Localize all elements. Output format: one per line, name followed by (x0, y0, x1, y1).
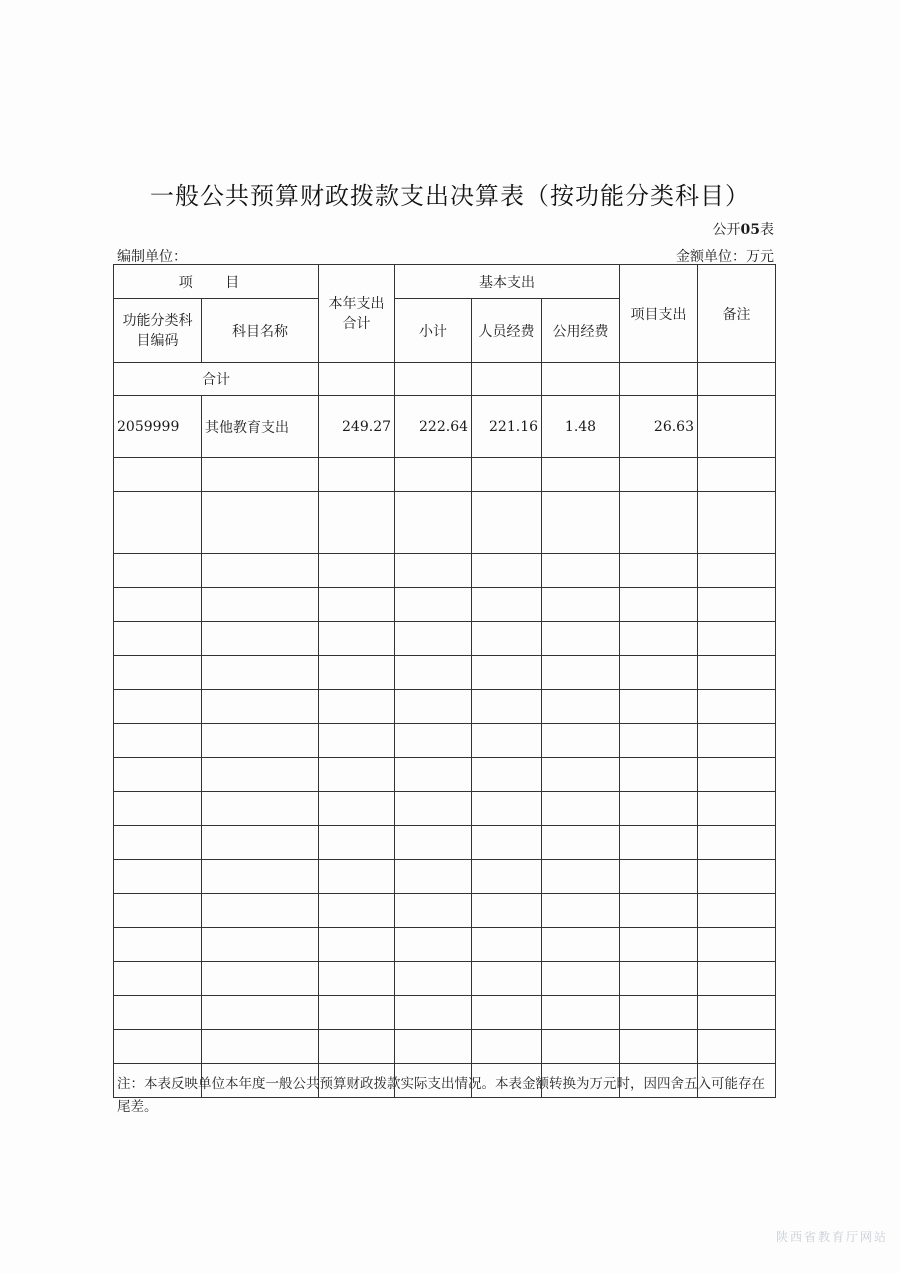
empty-cell (698, 588, 776, 622)
empty-row (114, 1030, 776, 1064)
empty-cell (472, 656, 542, 690)
empty-cell (319, 792, 395, 826)
empty-row (114, 996, 776, 1030)
empty-cell (698, 1030, 776, 1064)
empty-cell (698, 724, 776, 758)
empty-cell (542, 724, 620, 758)
header-project: 项目支出 (620, 265, 698, 363)
empty-cell (620, 962, 698, 996)
row-name: 其他教育支出 (202, 396, 319, 458)
empty-cell (542, 758, 620, 792)
empty-cell (114, 724, 202, 758)
header-code: 功能分类科目编码 (114, 299, 202, 363)
empty-cell (395, 724, 472, 758)
row-project: 26.63 (620, 396, 698, 458)
empty-cell (114, 492, 202, 554)
empty-row (114, 622, 776, 656)
empty-cell (620, 792, 698, 826)
empty-cell (395, 690, 472, 724)
empty-cell (620, 690, 698, 724)
empty-row (114, 758, 776, 792)
empty-cell (472, 588, 542, 622)
empty-cell (114, 792, 202, 826)
empty-cell (319, 894, 395, 928)
empty-cell (202, 962, 319, 996)
empty-cell (114, 996, 202, 1030)
empty-row (114, 928, 776, 962)
empty-cell (542, 962, 620, 996)
summary-label: 合计 (114, 363, 319, 396)
empty-cell (472, 622, 542, 656)
empty-cell (620, 758, 698, 792)
empty-cell (395, 860, 472, 894)
empty-cell (114, 1030, 202, 1064)
empty-cell (542, 1030, 620, 1064)
row-code: 2059999 (114, 396, 202, 458)
empty-cell (319, 1030, 395, 1064)
footnote: 注：本表反映单位本年度一般公共预算财政拨款实际支出情况。本表金额转换为万元时，因四舍五入可能存在尾差。 (117, 1076, 765, 1115)
empty-cell (620, 1030, 698, 1064)
empty-cell (114, 458, 202, 492)
empty-cell (395, 458, 472, 492)
empty-cell (698, 792, 776, 826)
empty-cell (698, 928, 776, 962)
empty-cell (202, 458, 319, 492)
empty-cell (319, 622, 395, 656)
empty-cell (395, 492, 472, 554)
empty-cell (472, 894, 542, 928)
watermark: 陕西省教育厅网站 (775, 1230, 888, 1244)
empty-cell (114, 928, 202, 962)
header-item: 项 目 (114, 265, 319, 299)
empty-cell (620, 894, 698, 928)
empty-cell (202, 758, 319, 792)
empty-cell (114, 656, 202, 690)
empty-row (114, 792, 776, 826)
empty-cell (698, 962, 776, 996)
org-label: 编制单位： (117, 249, 187, 265)
empty-cell (472, 690, 542, 724)
summary-row (114, 363, 776, 396)
row-public: 1.48 (542, 396, 620, 458)
empty-row (114, 724, 776, 758)
empty-cell (319, 492, 395, 554)
empty-cell (319, 928, 395, 962)
empty-cell (395, 792, 472, 826)
header-subtotal: 小计 (395, 299, 472, 363)
empty-cell (698, 458, 776, 492)
empty-cell (319, 588, 395, 622)
empty-cell (472, 962, 542, 996)
empty-cell (472, 826, 542, 860)
empty-cell (319, 860, 395, 894)
empty-cell (472, 458, 542, 492)
empty-cell (202, 622, 319, 656)
empty-row (114, 588, 776, 622)
empty-cell (319, 996, 395, 1030)
empty-cell (698, 690, 776, 724)
empty-cell (319, 554, 395, 588)
empty-cell (319, 458, 395, 492)
empty-cell (542, 492, 620, 554)
empty-cell (620, 724, 698, 758)
empty-cell (202, 492, 319, 554)
empty-cell (698, 622, 776, 656)
empty-cell (620, 554, 698, 588)
empty-cell (395, 656, 472, 690)
empty-row (114, 894, 776, 928)
empty-cell (620, 656, 698, 690)
empty-row (114, 492, 776, 554)
empty-cell (542, 690, 620, 724)
header-basic: 基本支出 (395, 265, 620, 299)
header-personnel: 人员经费 (472, 299, 542, 363)
empty-row (114, 554, 776, 588)
empty-cell (114, 758, 202, 792)
empty-cell (202, 928, 319, 962)
empty-cell (472, 928, 542, 962)
empty-cell (542, 894, 620, 928)
empty-cell (395, 996, 472, 1030)
empty-cell (395, 928, 472, 962)
empty-cell (698, 894, 776, 928)
empty-cell (114, 690, 202, 724)
empty-cell (542, 792, 620, 826)
empty-cell (698, 656, 776, 690)
empty-cell (114, 826, 202, 860)
empty-cell (114, 860, 202, 894)
header-total: 本年支出合计 (319, 265, 395, 363)
form-number: 公开05表 (712, 222, 774, 238)
empty-row (114, 690, 776, 724)
empty-cell (395, 622, 472, 656)
empty-cell (319, 758, 395, 792)
empty-cell (395, 554, 472, 588)
empty-cell (542, 458, 620, 492)
table-row (114, 396, 776, 458)
empty-cell (202, 588, 319, 622)
empty-cell (620, 458, 698, 492)
empty-cell (472, 860, 542, 894)
empty-cell (620, 588, 698, 622)
empty-cell (395, 894, 472, 928)
expenditure-table (113, 264, 776, 1098)
empty-cell (620, 492, 698, 554)
empty-cell (620, 928, 698, 962)
empty-cell (472, 758, 542, 792)
empty-cell (202, 996, 319, 1030)
empty-cell (202, 554, 319, 588)
empty-cell (542, 826, 620, 860)
empty-cell (202, 724, 319, 758)
row-total: 249.27 (319, 396, 395, 458)
empty-cell (698, 826, 776, 860)
row-subtotal: 222.64 (395, 396, 472, 458)
empty-cell (698, 492, 776, 554)
empty-cell (542, 928, 620, 962)
empty-row (114, 458, 776, 492)
empty-cell (395, 1030, 472, 1064)
document-title: 一般公共预算财政拨款支出决算表（按功能分类科目） (150, 182, 750, 210)
empty-cell (698, 758, 776, 792)
empty-cell (542, 554, 620, 588)
header-name: 科目名称 (202, 299, 319, 363)
empty-cell (395, 758, 472, 792)
empty-cell (472, 996, 542, 1030)
empty-cell (472, 792, 542, 826)
empty-cell (114, 622, 202, 656)
empty-row (114, 656, 776, 690)
empty-cell (542, 656, 620, 690)
empty-cell (620, 622, 698, 656)
header-remark: 备注 (698, 265, 776, 363)
empty-cell (395, 588, 472, 622)
empty-cell (395, 826, 472, 860)
empty-row (114, 826, 776, 860)
empty-cell (202, 656, 319, 690)
empty-cell (202, 690, 319, 724)
empty-cell (202, 826, 319, 860)
unit-label: 金额单位：万元 (676, 249, 774, 265)
header-public: 公用经费 (542, 299, 620, 363)
empty-row (114, 962, 776, 996)
empty-cell (202, 792, 319, 826)
empty-cell (319, 962, 395, 996)
row-personnel: 221.16 (472, 396, 542, 458)
empty-cell (114, 554, 202, 588)
empty-cell (319, 690, 395, 724)
empty-rows (114, 458, 776, 1098)
empty-cell (698, 554, 776, 588)
empty-row (114, 860, 776, 894)
empty-cell (472, 492, 542, 554)
empty-cell (202, 1030, 319, 1064)
empty-cell (114, 588, 202, 622)
empty-cell (319, 724, 395, 758)
empty-cell (114, 962, 202, 996)
row-remark (698, 396, 776, 458)
empty-cell (202, 860, 319, 894)
empty-cell (542, 588, 620, 622)
empty-cell (395, 962, 472, 996)
empty-cell (202, 894, 319, 928)
empty-cell (472, 724, 542, 758)
empty-cell (114, 894, 202, 928)
empty-cell (472, 1030, 542, 1064)
empty-cell (472, 554, 542, 588)
empty-cell (698, 860, 776, 894)
empty-cell (542, 860, 620, 894)
empty-cell (698, 996, 776, 1030)
empty-cell (319, 826, 395, 860)
empty-cell (542, 622, 620, 656)
empty-cell (620, 996, 698, 1030)
empty-cell (620, 860, 698, 894)
empty-cell (542, 996, 620, 1030)
empty-cell (319, 656, 395, 690)
empty-cell (620, 826, 698, 860)
